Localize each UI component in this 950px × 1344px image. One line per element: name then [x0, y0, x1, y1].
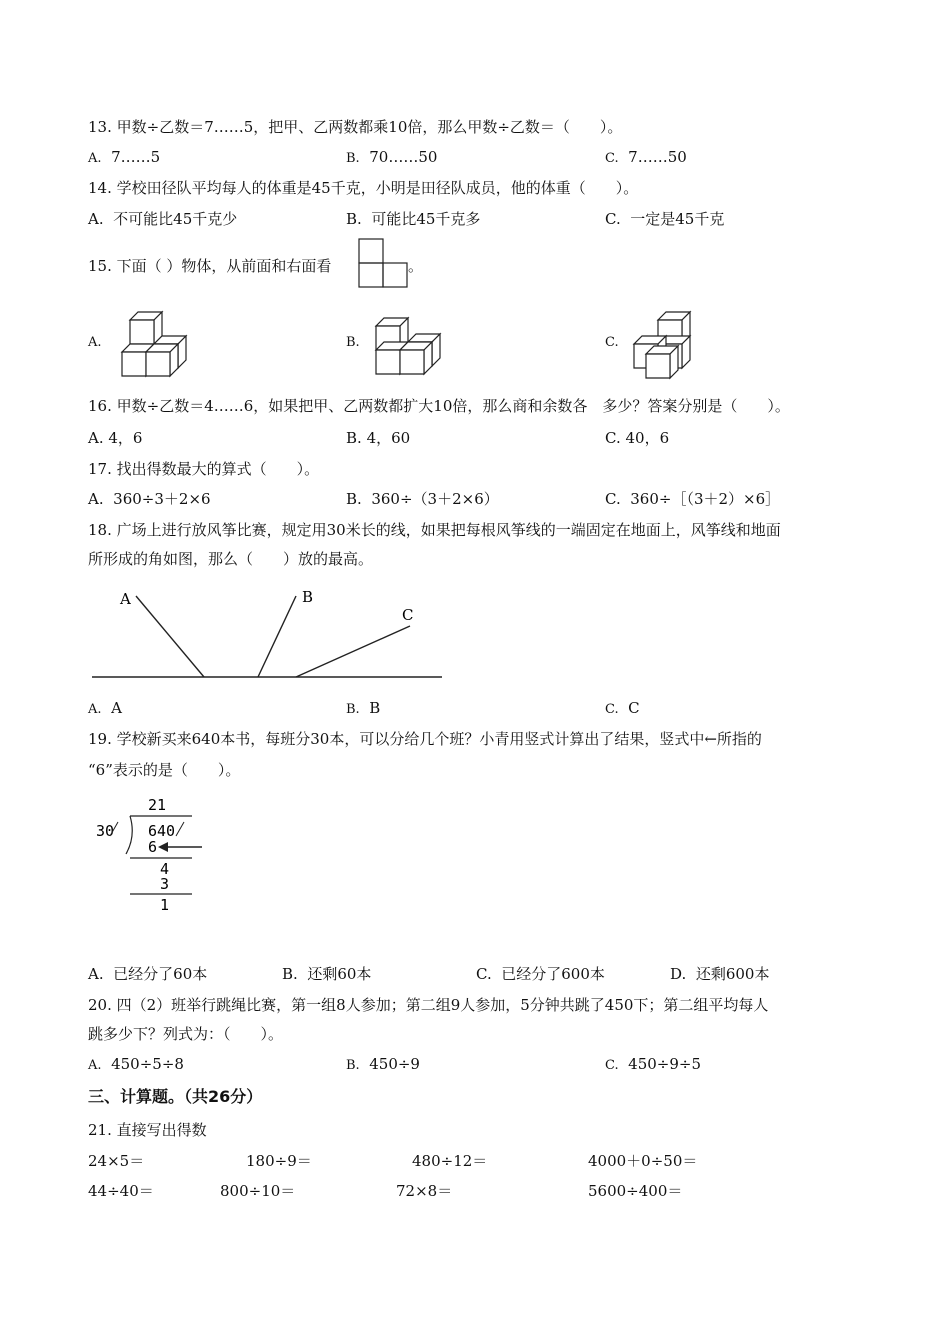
q15-stem-after: 。	[408, 257, 424, 275]
option-text: A	[111, 699, 122, 717]
option-text: 360÷（3＋2×6）	[371, 490, 499, 508]
option-text: 7……5	[111, 148, 161, 166]
option-text: 不可能比45千克少	[113, 210, 238, 228]
long-division-figure	[92, 792, 212, 916]
q15-option-c[interactable]	[605, 333, 619, 353]
option-text: 一定是45千克	[630, 210, 725, 228]
figure-label-a: A	[120, 590, 131, 608]
q17-stem: 17. 找出得数最大的算式（ ）。	[88, 460, 320, 478]
option-text: 已经分了600本	[501, 965, 605, 983]
division-row-3: 3	[160, 875, 170, 893]
q16-option-c[interactable]	[605, 428, 669, 448]
option-text: 70……50	[369, 148, 438, 166]
option-text: 4，6	[108, 429, 143, 447]
option-label: C.	[605, 335, 619, 350]
q19-option-b[interactable]	[282, 964, 371, 984]
q20-option-c[interactable]	[605, 1054, 701, 1076]
option-label: B.	[282, 965, 298, 983]
option-text: 还剩60本	[307, 965, 372, 983]
division-row-1: 6	[148, 838, 158, 856]
option-label: C.	[605, 702, 619, 717]
left-arrow-icon	[158, 842, 168, 852]
q14-stem: 14. 学校田径队平均每人的体重是45千克，小明是田径队成员，他的体重（ ）。	[88, 179, 639, 197]
section-title: 三、计算题。（共26分）	[88, 1087, 263, 1106]
option-label: B.	[346, 702, 360, 717]
option-text: 4，60	[366, 429, 411, 447]
q17-option-c[interactable]	[605, 489, 780, 509]
option-label: A.	[88, 151, 102, 166]
option-label: C.	[605, 151, 619, 166]
calc-item: 44÷40＝	[88, 1182, 154, 1200]
option-text: C	[628, 699, 640, 717]
option-label: A.	[88, 1058, 102, 1073]
division-divisor: 30	[96, 822, 115, 840]
q14-option-b[interactable]	[346, 209, 480, 229]
q20-option-b[interactable]	[346, 1054, 420, 1076]
cube-figure-b	[374, 314, 444, 378]
option-label: A.	[88, 335, 102, 350]
q13-option-c[interactable]	[605, 147, 687, 169]
q18-option-c[interactable]	[605, 698, 640, 720]
option-label: C.	[605, 429, 621, 447]
calc-item: 180÷9＝	[246, 1152, 312, 1170]
q13-option-b[interactable]	[346, 147, 437, 169]
option-label: B.	[346, 1058, 360, 1073]
calc-item: 24×5＝	[88, 1152, 145, 1170]
option-text: B	[369, 699, 381, 717]
option-label: A.	[88, 210, 104, 228]
kite-line-c	[296, 626, 410, 677]
calc-item: 480÷12＝	[412, 1152, 488, 1170]
option-text: 7……50	[628, 148, 687, 166]
option-label: C.	[605, 210, 621, 228]
division-remainder: 1	[160, 896, 170, 914]
q19-stem-line2: “6”表示的是（ ）。	[88, 761, 241, 779]
option-text: 已经分了60本	[113, 965, 208, 983]
option-label: D.	[670, 965, 687, 983]
q21-stem: 21. 直接写出得数	[88, 1121, 207, 1139]
calc-item: 800÷10＝	[220, 1182, 296, 1200]
option-text: 还剩600本	[695, 965, 770, 983]
q20-stem-line1: 20. 四（2）班举行跳绳比赛，第一组8人参加；第二组9人参加，5分钟共跳了450下；第二组平均每人	[88, 996, 769, 1014]
q16-option-a[interactable]	[88, 428, 142, 448]
calc-item: 72×8＝	[396, 1182, 453, 1200]
option-label: A.	[88, 965, 104, 983]
option-text: 360÷［（3＋2）×6］	[630, 490, 781, 508]
cube-top	[130, 312, 162, 344]
q13-stem: 13. 甲数÷乙数＝7……5，把甲、乙两数都乘10倍，那么甲数÷乙数＝（ ）。	[88, 118, 623, 136]
q14-option-c[interactable]	[605, 209, 724, 229]
q16-option-b[interactable]	[346, 428, 410, 448]
q18-option-b[interactable]	[346, 698, 380, 720]
option-label: C.	[605, 1058, 619, 1073]
option-label: B.	[346, 210, 362, 228]
cube-figure-a	[120, 308, 190, 378]
cube-figure-c	[632, 308, 702, 380]
q19-option-a[interactable]	[88, 964, 207, 984]
division-quotient: 21	[148, 796, 167, 814]
option-label: A.	[88, 702, 102, 717]
kite-line-a	[136, 596, 204, 677]
q16-stem: 16. 甲数÷乙数＝4……6，如果把甲、乙两数都扩大10倍，那么商和余数各 多少？答案分别是（ ）。	[88, 397, 790, 415]
option-label: B.	[346, 335, 360, 350]
q17-option-b[interactable]	[346, 489, 499, 509]
figure-label-c: C	[402, 606, 414, 624]
option-label: A.	[88, 429, 104, 447]
figure-label-b: B	[302, 588, 314, 606]
q17-option-a[interactable]	[88, 489, 211, 509]
q15-option-b[interactable]	[346, 333, 360, 353]
q18-stem-line2: 所形成的角如图，那么（ ）放的最高。	[88, 550, 374, 568]
view-shape-figure	[358, 238, 410, 288]
calc-item: 4000＋0÷50＝	[588, 1152, 698, 1170]
q15-stem-before: 15. 下面（ ）物体，从前面和右面看	[88, 257, 332, 275]
division-dividend: 640	[148, 822, 176, 840]
q15-option-a[interactable]	[88, 333, 102, 353]
q20-stem-line2: 跳多少下？列式为：（ ）。	[88, 1025, 284, 1043]
option-text: 360÷3＋2×6	[113, 490, 211, 508]
q20-option-a[interactable]	[88, 1054, 184, 1076]
option-text: 450÷5÷8	[111, 1055, 184, 1073]
option-label: A.	[88, 490, 104, 508]
option-label: C.	[476, 965, 492, 983]
q19-stem-line1: 19. 学校新买来640本书，每班分30本，可以分给几个班？小青用竖式计算出了结果，竖式中←所指的	[88, 730, 762, 748]
q18-stem-line1: 18. 广场上进行放风筝比赛，规定用30米长的线，如果把每根风筝线的一端固定在地面上，风筝线和地面	[88, 521, 781, 539]
option-text: 450÷9÷5	[628, 1055, 702, 1073]
option-text: 450÷9	[369, 1055, 420, 1073]
option-text: 40，6	[625, 429, 670, 447]
option-label: C.	[605, 490, 621, 508]
calc-item: 5600÷400＝	[588, 1182, 683, 1200]
division-row-2: 4	[160, 860, 170, 878]
q18-option-a[interactable]	[88, 698, 122, 720]
option-label: B.	[346, 490, 362, 508]
option-text: 可能比45千克多	[371, 210, 481, 228]
option-label: B.	[346, 429, 362, 447]
option-label: B.	[346, 151, 360, 166]
kite-line-b	[258, 596, 296, 677]
q19-option-c[interactable]	[476, 964, 605, 984]
q19-option-d[interactable]	[670, 964, 769, 984]
q14-option-a[interactable]	[88, 209, 237, 229]
kite-lines-figure	[88, 582, 448, 684]
q13-option-a[interactable]	[88, 147, 160, 169]
